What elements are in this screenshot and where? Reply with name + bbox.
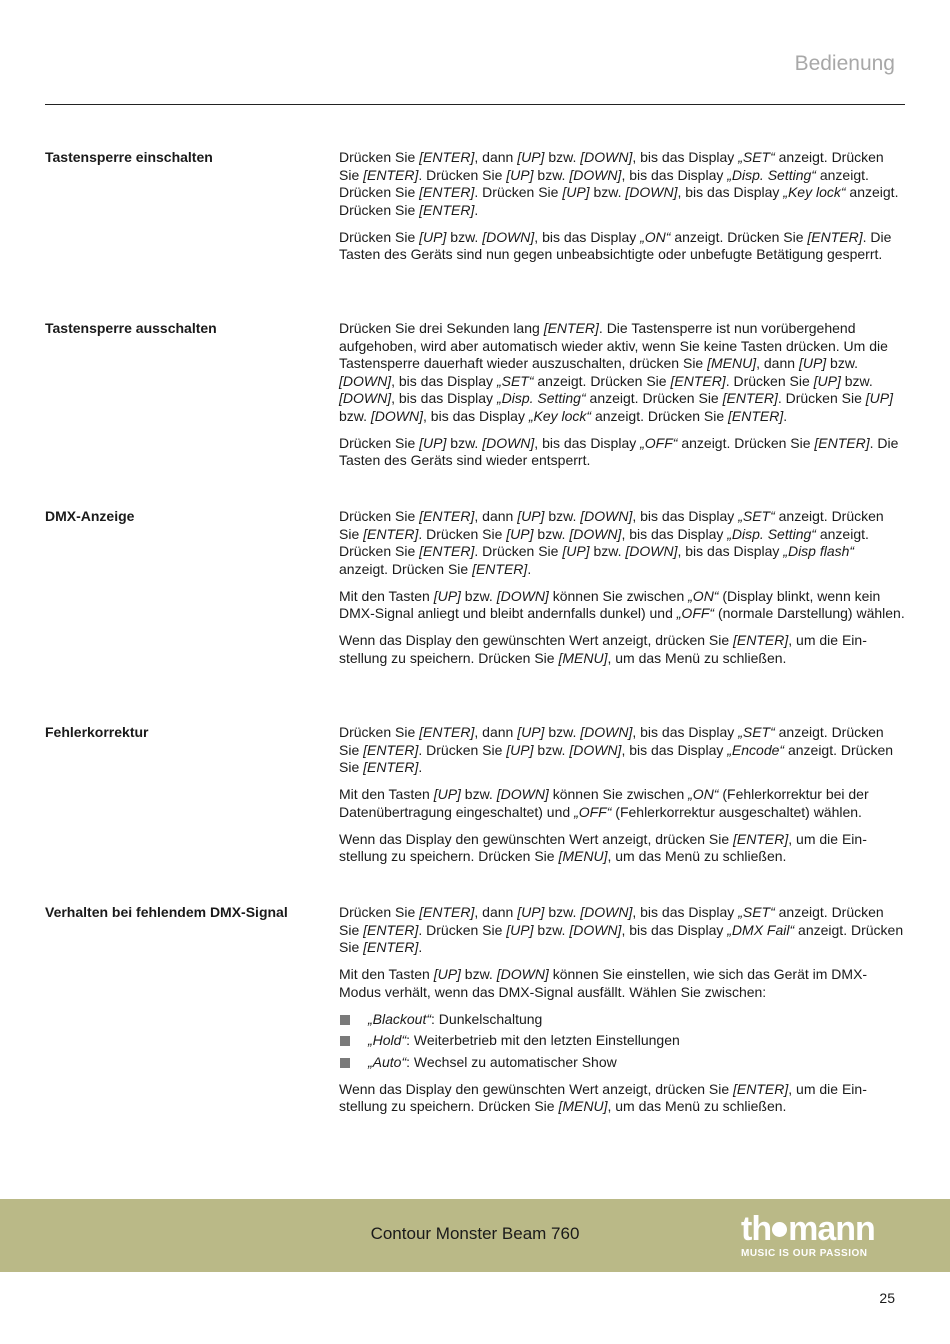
- paragraph: Drücken Sie [ENTER], dann [UP] bzw. [DOWN], bis das Display „SET“ anzeigt. Drücken Sie [ENTER]. Drücken Sie [UP] bzw. [DOWN], bis das Display „Disp. Setting“ anzeigt. Drücken Sie [ENTER]. Drücken Sie [UP] bzw. [DOWN], bis das Display „Disp flash“ anzeigt. Drücken Sie [ENTER].: [339, 508, 884, 577]
- thomann-logo: [741, 1212, 901, 1259]
- section-title: Verhalten bei fehlendem DMX-Signal: [45, 904, 288, 920]
- paragraph: Mit den Tasten [UP] bzw. [DOWN] können Sie zwischen „ON“ (Fehlerkorrektur bei der Datenübertragung eingeschaltet) und „OFF“ (Fehlerkorrektur ausgeschaltet) wählen.: [339, 786, 869, 820]
- section-body: [339, 320, 907, 479]
- paragraph: Wenn das Display den gewünschten Wert anzeigt, drücken Sie [ENTER], um die Einstellung zu speichern. Drücken Sie [MENU], um das Menü zu schließen.: [339, 830, 867, 864]
- brand-tagline: MUSIC IS OUR PASSION: [741, 1248, 868, 1259]
- section-title: Tastensperre ausschalten: [45, 320, 217, 336]
- section-title: Tastensperre einschalten: [45, 149, 213, 165]
- section-title: DMX-Anzeige: [45, 508, 135, 524]
- footer-product-name: Contour Monster Beam 760: [370, 1224, 580, 1243]
- paragraph: Drücken Sie [ENTER], dann [UP] bzw. [DOWN], bis das Display „SET“ anzeigt. Drücken Sie [ENTER]. Drücken Sie [UP] bzw. [DOWN], bis das Display „DMX Fail“ anzeigt. Drücken Sie [ENTER].: [339, 904, 904, 955]
- paragraph: Wenn das Display den gewünschten Wert anzeigt, drücken Sie [ENTER], um die Einstellung zu speichern. Drücken Sie [MENU], um das Menü zu schließen.: [339, 632, 867, 666]
- logo-dot-icon: [772, 1222, 787, 1237]
- list-item-text: „Blackout“: Dunkelschaltung: [368, 1010, 543, 1027]
- paragraph: Drücken Sie drei Sekunden lang [ENTER]. Die Tastensperre ist nun vorübergehend aufgehoben, wird aber automatisch wieder aktiv, wenn Sie keine Tasten drücken. Um die Tastensperre dauerhaft wieder auszuschalten, drücken Sie [MENU], dann [UP] bzw. [DOWN], bis das Display „SET“ anzeigt. Drücken Sie [ENTER]. Drücken Sie [UP] bzw. [DOWN], bis das Display „Disp. Setting“ anzeigt. Drücken Sie [ENTER]. Drücken Sie [UP] bzw. [DOWN], bis das Display „Key lock“ anzeigt. Drücken Sie [ENTER].: [339, 320, 894, 424]
- page-header-title: Bedienung: [794, 52, 895, 75]
- list-item: [339, 1011, 907, 1029]
- brand-wordmark: th mann: [741, 1210, 875, 1248]
- list-item: [339, 1032, 907, 1050]
- header-divider: [45, 104, 905, 105]
- list-item: [339, 1054, 907, 1072]
- square-bullet-icon: [340, 1015, 350, 1025]
- paragraph: Drücken Sie [UP] bzw. [DOWN], bis das Display „OFF“ anzeigt. Drücken Sie [ENTER]. Die Tasten des Geräts sind wieder entsperrt.: [339, 434, 899, 468]
- paragraph: Drücken Sie [UP] bzw. [DOWN], bis das Display „ON“ anzeigt. Drücken Sie [ENTER]. Die Tasten des Geräts sind nun gegen unbeabsichtigte oder unbefugte Betätigung gesperrt.: [339, 228, 892, 262]
- section-body: [339, 724, 907, 875]
- section-body: [339, 149, 907, 273]
- paragraph: Drücken Sie [ENTER], dann [UP] bzw. [DOWN], bis das Display „SET“ anzeigt. Drücken Sie [ENTER]. Drücken Sie [UP] bzw. [DOWN], bis das Display „Encode“ anzeigt. Drücken Sie [ENTER].: [339, 724, 894, 775]
- paragraph: Mit den Tasten [UP] bzw. [DOWN] können Sie einstellen, wie sich das Gerät im DMX-Modus verhält, wenn das DMX-Signal ausfällt. Wählen Sie zwischen:: [339, 966, 868, 1000]
- section-title: Fehlerkorrektur: [45, 724, 149, 740]
- list-item-text: „Hold“: Weiterbetrieb mit den letzten Einstellungen: [368, 1032, 680, 1048]
- paragraph: Mit den Tasten [UP] bzw. [DOWN] können Sie zwischen „ON“ (Display blinkt, wenn kein DMX-Signal anliegt und bleibt andernfalls dunkel) und „OFF“ (normale Darstellung) wählen.: [339, 587, 905, 621]
- section-body: [339, 904, 907, 1125]
- page-number: 25: [879, 1290, 895, 1306]
- square-bullet-icon: [340, 1036, 350, 1046]
- square-bullet-icon: [340, 1058, 350, 1068]
- option-list: [339, 1011, 907, 1072]
- list-item-text: „Auto“: Wechsel zu automatischer Show: [368, 1053, 617, 1070]
- paragraph: Drücken Sie [ENTER], dann [UP] bzw. [DOWN], bis das Display „SET“ anzeigt. Drücken Sie [ENTER]. Drücken Sie [UP] bzw. [DOWN], bis das Display „Disp. Setting“ anzeigt. Drücken Sie [ENTER]. Drücken Sie [UP] bzw. [DOWN], bis das Display „Key lock“ anzeigt. Drücken Sie [ENTER].: [339, 149, 899, 218]
- section-body: [339, 508, 907, 677]
- paragraph: Wenn das Display den gewünschten Wert anzeigt, drücken Sie [ENTER], um die Einstellung zu speichern. Drücken Sie [MENU], um das Menü zu schließen.: [339, 1080, 867, 1114]
